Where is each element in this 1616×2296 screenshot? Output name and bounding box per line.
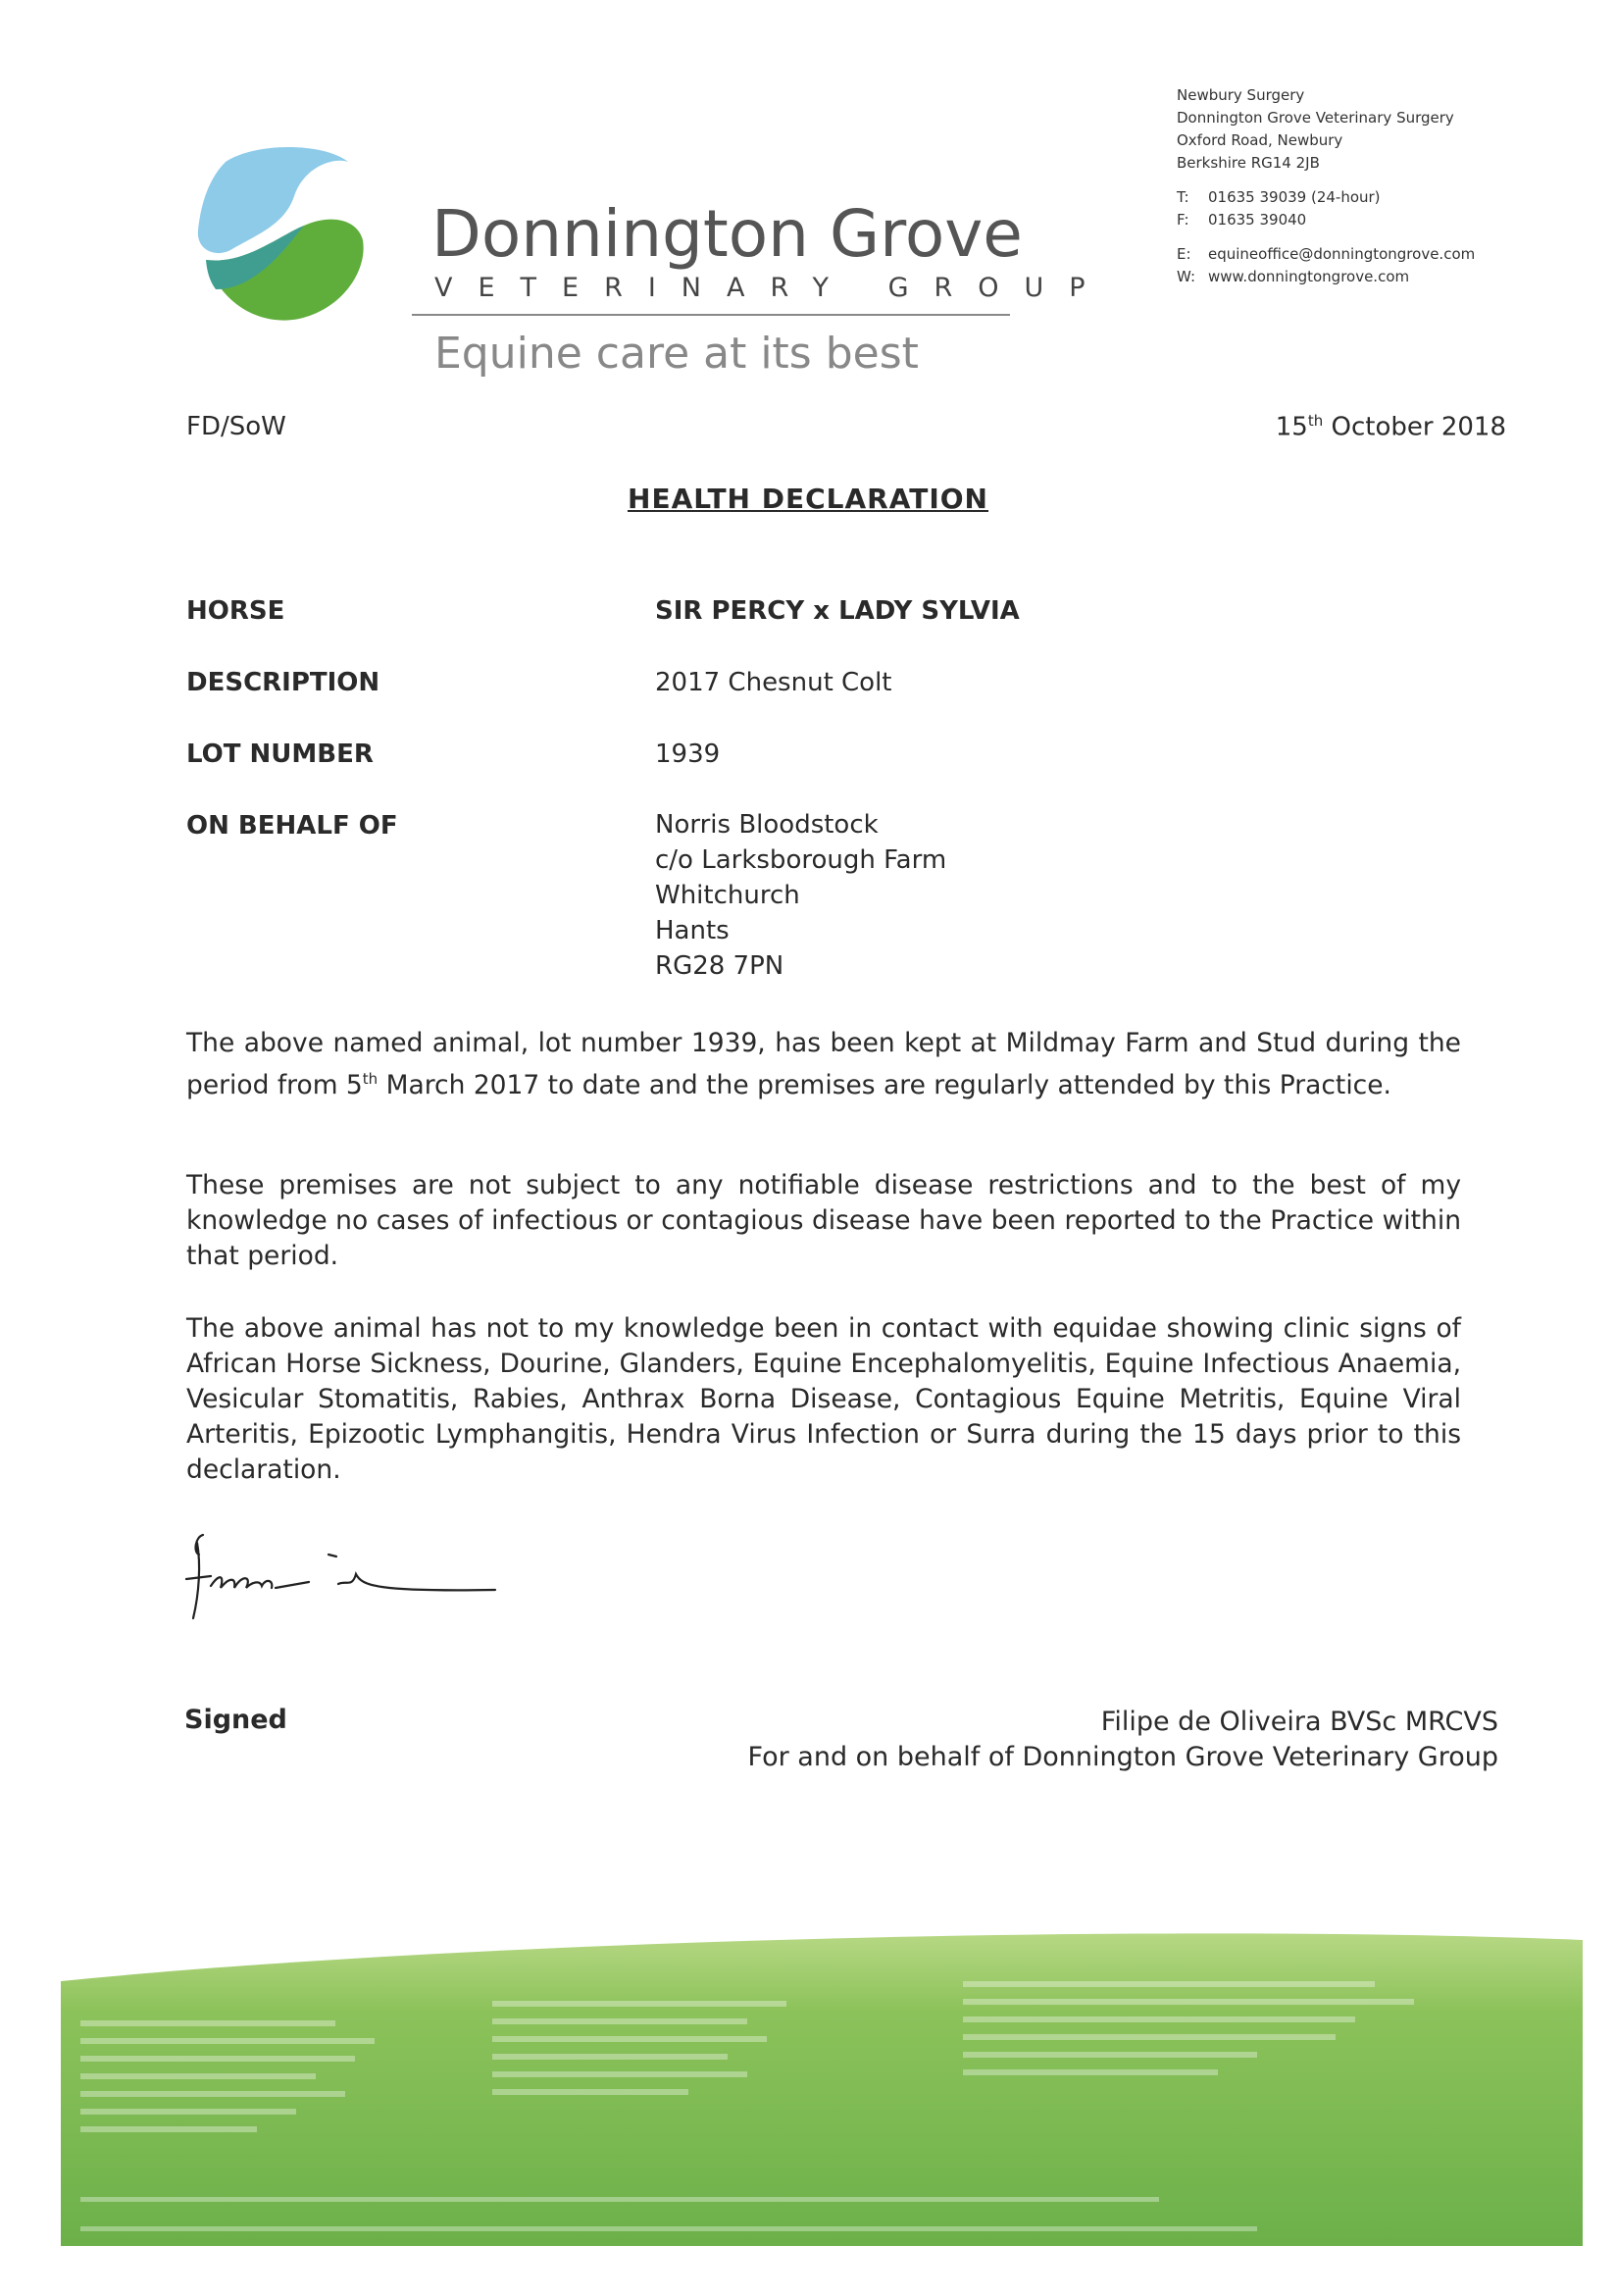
behalf-line: Norris Bloodstock	[655, 810, 879, 840]
declaration-paragraph-2: These premises are not subject to any notifiable disease restrictions and to the best of my knowledge no cases of infectious or contagious disease have been reported to the Practice within that period.	[186, 1170, 1461, 1271]
description-label: DESCRIPTION	[186, 668, 380, 697]
signed-label: Signed	[184, 1705, 287, 1735]
declaration-paragraph-1: The above named animal, lot number 1939, has been kept at Mildmay Farm and Stud during the period from 5th March 2017 to date and the premises are regularly attended by this Practice.	[186, 1028, 1461, 1100]
lot-number-value: 1939	[655, 740, 721, 769]
behalf-line: RG28 7PN	[655, 951, 784, 981]
logo-mark	[186, 142, 373, 324]
behalf-line: Whitchurch	[655, 881, 800, 910]
phone-row: T: 01635 39039 (24-hour)	[1177, 188, 1381, 206]
description-value: 2017 Chesnut Colt	[655, 668, 892, 697]
signer-block	[748, 1705, 1498, 1775]
behalf-line: c/o Larksborough Farm	[655, 845, 947, 875]
behalf-line: Hants	[655, 916, 730, 945]
practice-address	[1177, 84, 1598, 288]
brand-tagline: Equine care at its best	[434, 329, 919, 379]
letter-reference: FD/SoW	[186, 412, 286, 441]
horse-label: HORSE	[186, 596, 285, 626]
on-behalf-of-address	[655, 807, 946, 984]
address-line: Donnington Grove Veterinary Surgery	[1177, 109, 1454, 127]
fax-row: F: 01635 39040	[1177, 211, 1307, 229]
address-line: Oxford Road, Newbury	[1177, 131, 1343, 149]
horse-value: SIR PERCY x LADY SYLVIA	[655, 596, 1020, 626]
letter-date: 15th October 2018	[1275, 412, 1506, 442]
on-behalf-of-label: ON BEHALF OF	[186, 811, 398, 841]
address-line: Newbury Surgery	[1177, 86, 1305, 104]
declaration-paragraph-3: The above animal has not to my knowledge been in contact with equidae showing clinic signs of African Horse Sickness, Dourine, Glanders, Equine Encephalomyelitis, Equine Infectious Anaemia, Vesicular Stomatitis, Rabies, Anthrax Borna Disease, Contagious Equine Metritis, Equine Viral Arteritis, Epizootic Lymphangitis, Hendra Virus Infection or Surra during the 15 days prior to this declaration.	[186, 1313, 1461, 1485]
email-address: equineoffice@donningtongrove.com	[1208, 245, 1476, 263]
document-title: HEALTH DECLARATION	[628, 483, 988, 515]
phone-number: 01635 39039 (24-hour)	[1208, 188, 1381, 206]
signer-name: Filipe de Oliveira BVSc MRCVS	[1100, 1707, 1498, 1737]
address-line: Berkshire RG14 2JB	[1177, 154, 1320, 172]
footer-band	[61, 1922, 1583, 2246]
web-row: W: www.donningtongrove.com	[1177, 268, 1410, 285]
website-link: www.donningtongrove.com	[1208, 268, 1410, 285]
email-row: E: equineoffice@donningtongrove.com	[1177, 245, 1476, 263]
brand-name: Donnington Grove	[431, 196, 1023, 272]
fax-number: 01635 39040	[1208, 211, 1307, 229]
brand-subtitle: VETERINARY GROUP	[434, 273, 1111, 303]
brand-divider	[412, 314, 1010, 316]
lot-number-label: LOT NUMBER	[186, 740, 374, 769]
signer-organisation: For and on behalf of Donnington Grove Veterinary Group	[747, 1742, 1498, 1772]
signature-image	[181, 1525, 505, 1633]
